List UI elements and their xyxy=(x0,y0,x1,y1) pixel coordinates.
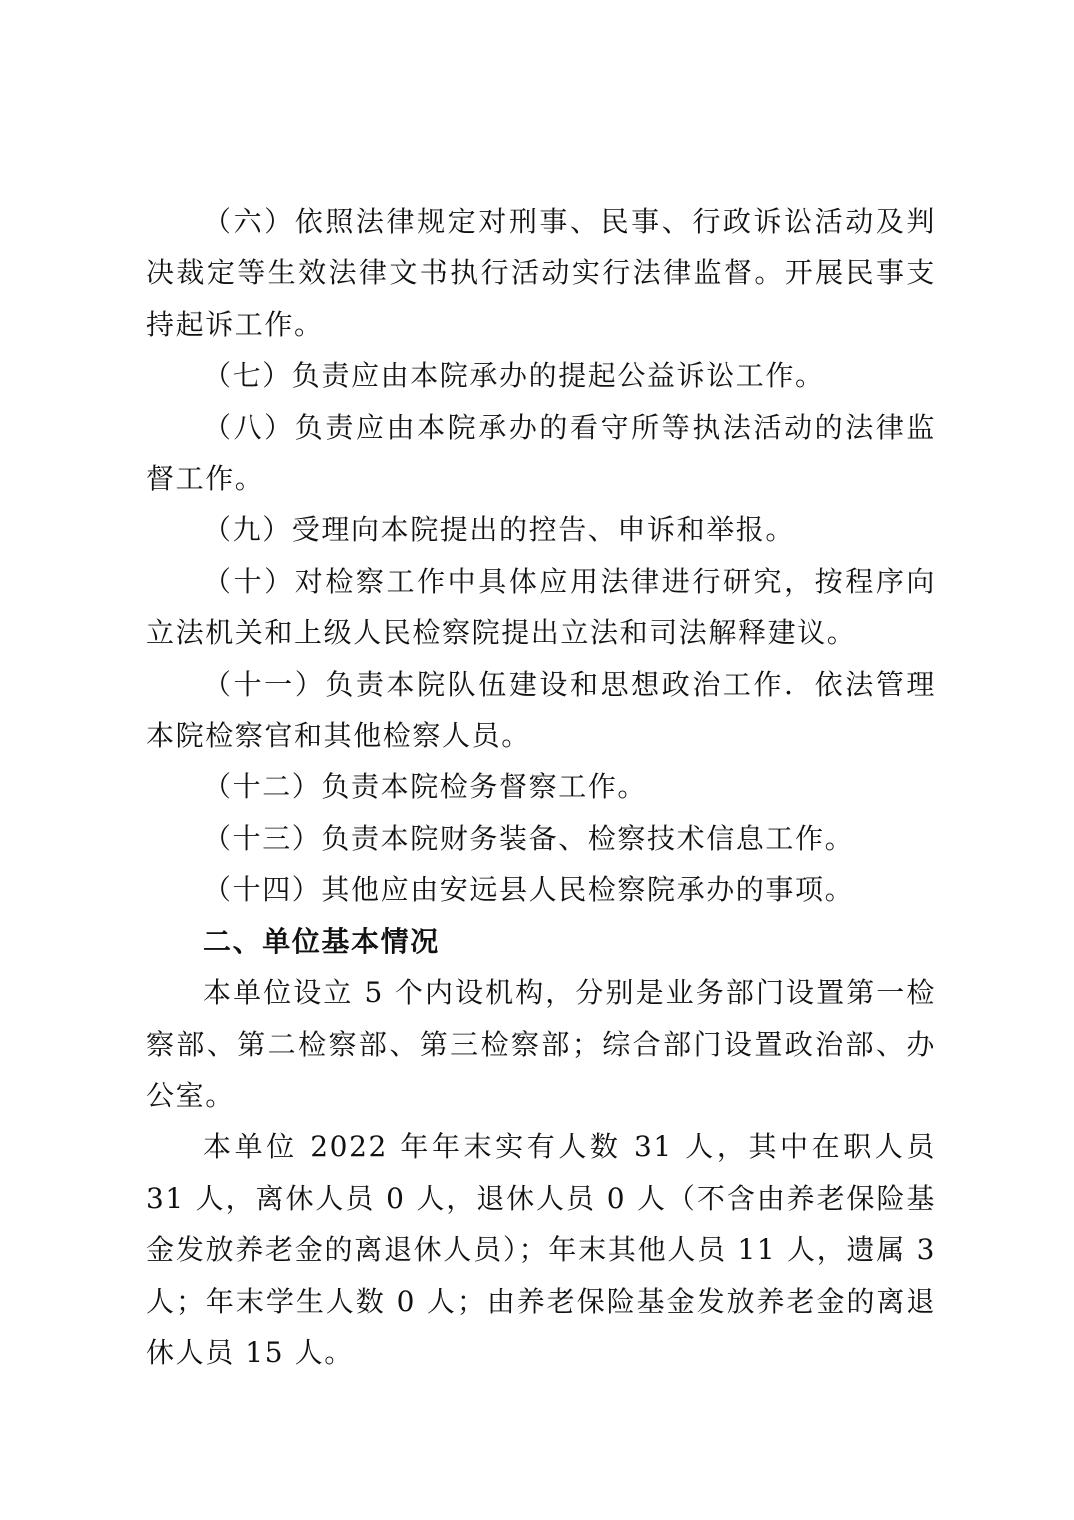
document-page xyxy=(146,196,936,1378)
paragraph-item-11: （十一）负责本院队伍建设和思想政治工作．依法管理本院检察官和其他检察人员。 xyxy=(146,667,936,753)
paragraph-item-7: （七）负责应由本院承办的提起公益诉讼工作。 xyxy=(203,359,825,393)
institution-paragraph: 本单位设立 5 个内设机构，分别是业务部门设置第一检察部、第二检察部、第三检察部；综合部门设置政治部、办公室。 xyxy=(146,976,936,1112)
paragraph-item-10: （十）对检察工作中具体应用法律进行研究，按程序向立法机关和上级人民检察院提出立法和司法解释建议。 xyxy=(146,564,936,650)
paragraph-item-13: （十三）负责本院财务装备、检察技术信息工作。 xyxy=(203,821,855,855)
paragraph-item-12: （十二）负责本院检务督察工作。 xyxy=(203,770,648,804)
paragraph-item-8: （八）负责应由本院承办的看守所等执法活动的法律监督工作。 xyxy=(146,410,936,496)
staffing-paragraph: 本单位 2022 年年末实有人数 31 人，其中在职人员 31 人，离休人员 0 人，退休人员 0 人（不含由养老保险基金发放养老金的离退休人员）；年末其他人员 11 人，遗属 3 人；年末学生人数 0 人；由养老保险基金发放养老金的离退休人员 15 人。 xyxy=(146,1130,936,1369)
paragraph-item-6: （六）依照法律规定对刑事、民事、行政诉讼活动及判决裁定等生效法律文书执行活动实行法律监督。开展民事支持起诉工作。 xyxy=(146,205,936,341)
section-heading: 二、单位基本情况 xyxy=(203,924,440,958)
paragraph-item-9: （九）受理向本院提出的控告、申诉和举报。 xyxy=(203,513,796,547)
paragraph-item-14: （十四）其他应由安远县人民检察院承办的事项。 xyxy=(203,873,855,907)
